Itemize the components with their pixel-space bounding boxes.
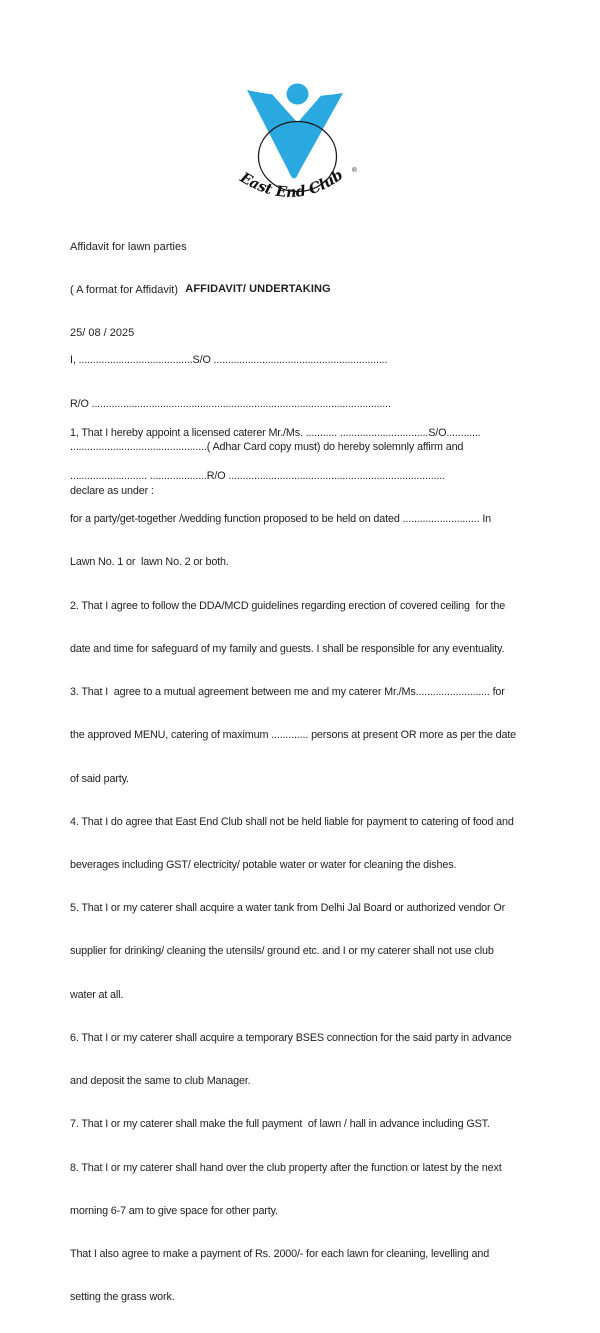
east-end-club-logo [225, 75, 385, 215]
clause-line: 3. That I agree to a mutual agreement between me and my caterer Mr./Ms.......................... for [70, 686, 505, 699]
logo-brand-textpath: East End Club [237, 165, 348, 202]
clause-line: of said party. [70, 772, 129, 785]
registered-trademark-icon: ® [352, 167, 357, 174]
header-subject-line: Affidavit for lawn parties [70, 240, 187, 253]
clause-line: Lawn No. 1 or lawn No. 2 or both. [70, 556, 229, 569]
declaration-line: R/O ......................................................................................................... [70, 397, 391, 410]
declaration-line: declare as under : [70, 484, 154, 497]
clause-line: 4. That I do agree that East End Club shall not be held liable for payment to catering of food and [70, 815, 514, 828]
clause-line: ........................... ....................R/O ............................................................................ [70, 470, 445, 483]
clause-line: date and time for safeguard of my family and guests. I shall be responsible for any eventuality. [70, 642, 505, 655]
header-date: 25/ 08 / 2025 [70, 327, 135, 340]
clause-line: 1, That I hereby appoint a licensed caterer Mr./Ms. ........... ...............................S/O............ [70, 426, 481, 439]
clause-line: 2. That I agree to follow the DDA/MCD guidelines regarding erection of covered ceiling for the [70, 599, 506, 612]
clause-line: morning 6-7 am to give space for other party. [70, 1204, 278, 1217]
clause-line: the approved MENU, catering of maximum ............. persons at present OR more as per the date [70, 729, 517, 742]
declaration-line: I, ........................................S/O ............................................................. [70, 354, 388, 366]
clause-line: supplier for drinking/ cleaning the utensils/ ground etc. and I or my caterer shall not use club [70, 945, 494, 958]
clauses-list [70, 397, 516, 1333]
declaration-line: ................................................( Adhar Card copy must) do hereby solemnly affirm and [70, 441, 464, 453]
clause-line: 7. That I or my caterer shall make the full payment of lawn / hall in advance including GST. [70, 1118, 490, 1131]
clause-line: 6. That I or my caterer shall acquire a temporary BSES connection for the said party in advance [70, 1031, 512, 1044]
header-format-line: ( A format for Affidavit) [70, 284, 179, 297]
logo-figure-head-icon [287, 84, 309, 105]
clause-line: 8. That I or my caterer shall hand over the club property after the function or latest by the next [70, 1161, 502, 1174]
clause-line: water at all. [70, 988, 124, 1001]
clause-line: beverages including GST/ electricity/ potable water or water for cleaning the dishes. [70, 859, 457, 871]
clause-line: That I also agree to make a payment of Rs. 2000/- for each lawn for cleaning, levelling and [70, 1247, 490, 1260]
clause-line: 5. That I or my caterer shall acquire a water tank from Delhi Jal Board or authorized vendor Or [70, 902, 506, 915]
clause-line: setting the grass work. [70, 1291, 175, 1304]
clause-line: and deposit the same to club Manager. [70, 1075, 251, 1088]
document-title: AFFIDAVIT/ UNDERTAKING [185, 283, 331, 295]
clause-line: for a party/get-together /wedding function proposed to be held on dated ........................... In [70, 513, 492, 526]
